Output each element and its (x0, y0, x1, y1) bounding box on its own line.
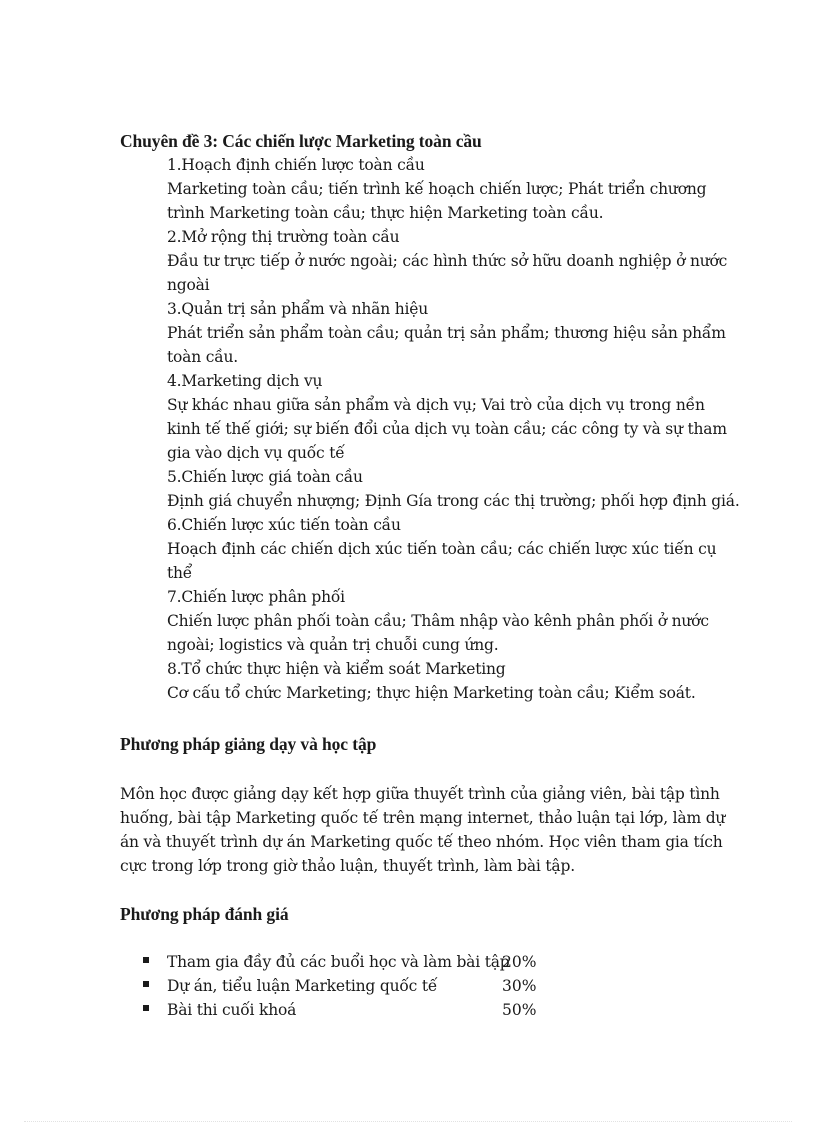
teaching-text: huống, bài tập Marketing quốc tế trên mạng internet, thảo luận tại lớp, làm dự (120, 809, 726, 827)
section-text: Đầu tư trực tiếp ở nước ngoài; các hình thức sở hữu doanh nghiệp ở nước (167, 252, 728, 270)
section-title: 4.Marketing dịch vụ (167, 372, 323, 390)
section-title: 2.Mở rộng thị trường toàn cầu (167, 228, 400, 246)
teaching-text: cực trong lớp trong giờ thảo luận, thuyết trình, làm bài tập. (120, 857, 575, 875)
section-text: Hoạch định các chiến dịch xúc tiến toàn cầu; các chiến lược xúc tiến cụ (167, 540, 717, 558)
section-text: thể (167, 564, 193, 582)
section-text: ngoài (167, 276, 210, 294)
section-text: Định giá chuyển nhượng; Định Gía trong các thị trường; phối hợp định giá. (167, 492, 740, 510)
bullet-square-icon (143, 1005, 149, 1011)
assessment-item-label: Tham gia đầy đủ các buổi học và làm bài tập (167, 953, 510, 971)
assessment-heading: Phương pháp đánh giá (120, 904, 289, 924)
assessment-item-label: Bài thi cuối khoá (167, 1001, 297, 1019)
assessment-item-weight: 20% (502, 953, 537, 971)
section-text: kinh tế thế giới; sự biến đổi của dịch vụ toàn cầu; các công ty và sự tham (167, 420, 727, 438)
section-title: 5.Chiến lược giá toàn cầu (167, 468, 363, 486)
teaching-heading: Phương pháp giảng dạy và học tập (120, 734, 377, 754)
section-text: Sự khác nhau giữa sản phẩm và dịch vụ; Vai trò của dịch vụ trong nền (167, 396, 705, 414)
section-title: 3.Quản trị sản phẩm và nhãn hiệu (167, 300, 429, 318)
section-text: Cơ cấu tổ chức Marketing; thực hiện Marketing toàn cầu; Kiểm soát. (167, 684, 696, 702)
section-title: 7.Chiến lược phân phối (167, 588, 345, 606)
section-text: trình Marketing toàn cầu; thực hiện Marketing toàn cầu. (167, 204, 604, 222)
topic-heading: Chuyên đề 3: Các chiến lược Marketing toàn cầu (120, 131, 482, 151)
assessment-item-weight: 30% (502, 977, 537, 995)
section-title: 8.Tổ chức thực hiện và kiểm soát Marketing (167, 660, 506, 678)
teaching-text: án và thuyết trình dự án Marketing quốc tế theo nhóm. Học viên tham gia tích (120, 833, 723, 851)
section-text: Chiến lược phân phối toàn cầu; Thâm nhập vào kênh phân phối ở nước (167, 612, 709, 630)
bullet-square-icon (143, 981, 149, 987)
assessment-item-weight: 50% (502, 1001, 537, 1019)
section-title: 6.Chiến lược xúc tiến toàn cầu (167, 516, 401, 534)
teaching-text: Môn học được giảng dạy kết hợp giữa thuyết trình của giảng viên, bài tập tình (120, 785, 720, 803)
page-bottom-divider (24, 1121, 792, 1122)
assessment-item-label: Dự án, tiểu luận Marketing quốc tế (167, 977, 438, 995)
bullet-square-icon (143, 957, 149, 963)
section-text: Marketing toàn cầu; tiến trình kế hoạch chiến lược; Phát triển chương (167, 180, 707, 198)
section-text: gia vào dịch vụ quốc tế (167, 444, 345, 462)
section-title: 1.Hoạch định chiến lược toàn cầu (167, 156, 425, 174)
section-text: Phát triển sản phẩm toàn cầu; quản trị sản phẩm; thương hiệu sản phẩm (167, 324, 726, 342)
section-text: ngoài; logistics và quản trị chuỗi cung ứng. (167, 636, 499, 654)
section-text: toàn cầu. (167, 348, 239, 366)
